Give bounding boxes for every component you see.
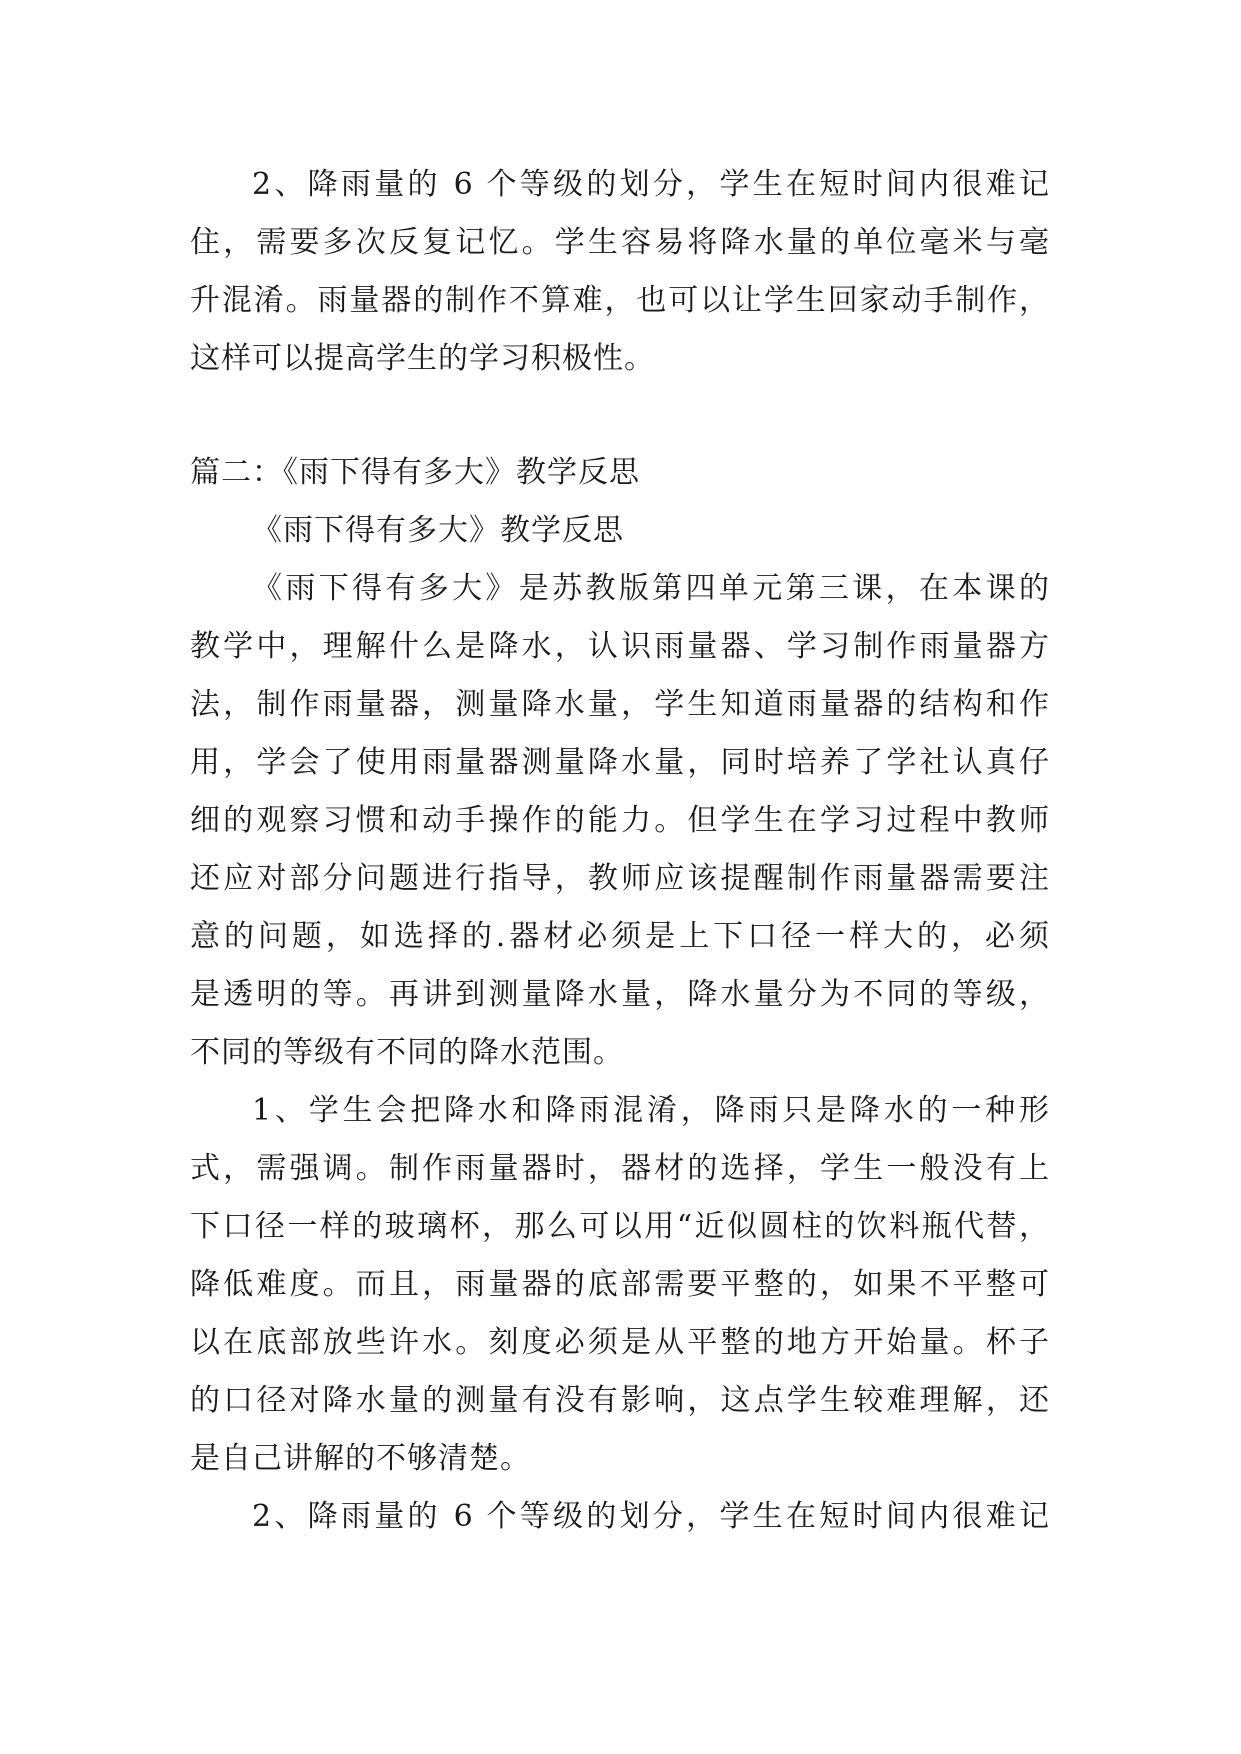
paragraph-2-line-4: 用，学会了使用雨量器测量降水量，同时培养了学社认真仔 [190,745,1050,780]
paragraph-1-line-4: 这样可以提高学生的学习积极性。 [190,341,655,376]
paragraph-1-line-1: 2、降雨量的 6 个等级的划分，学生在短时间内很难记 [252,167,1050,202]
paragraph-2-line-2: 教学中，理解什么是降水，认识雨量器、学习制作雨量器方 [190,629,1050,664]
paragraph-2-line-9: 不同的等级有不同的降水范围。 [190,1035,624,1070]
paragraph-3-line-3: 下口径一样的玻璃杯，那么可以用“近似圆柱的饮料瓶代替， [190,1209,1050,1244]
paragraph-2-line-3: 法，制作雨量器，测量降水量，学生知道雨量器的结构和作 [190,687,1050,722]
paragraph-3-line-7: 是自己讲解的不够清楚。 [190,1441,531,1476]
paragraph-1-line-3: 升混淆。雨量器的制作不算难，也可以让学生回家动手制作， [190,283,1050,318]
paragraph-3-line-4: 降低难度。而且，雨量器的底部需要平整的，如果不平整可 [190,1267,1050,1302]
paragraph-2-line-7: 意的问题，如选择的.器材必须是上下口径一样大的，必须 [190,919,1050,954]
paragraph-3-line-1: 1、学生会把降水和降雨混淆，降雨只是降水的一种形 [252,1093,1050,1128]
paragraph-2-line-5: 细的观察习惯和动手操作的能力。但学生在学习过程中教师 [190,803,1050,838]
section-heading: 篇二：《雨下得有多大》教学反思 [190,455,640,490]
paragraph-1-line-2: 住，需要多次反复记忆。学生容易将降水量的单位毫米与毫 [190,225,1050,260]
paragraph-2-line-6: 还应对部分问题进行指导，教师应该提醒制作雨量器需要注 [190,861,1050,896]
paragraph-4-line-1: 2、降雨量的 6 个等级的划分，学生在短时间内很难记 [252,1499,1050,1534]
paragraph-2-line-1: 《雨下得有多大》是苏教版第四单元第三课，在本课的 [252,571,1050,606]
paragraph-3-line-2: 式，需强调。制作雨量器时，器材的选择，学生一般没有上 [190,1151,1050,1186]
paragraph-3-line-6: 的口径对降水量的测量有没有影响，这点学生较难理解，还 [190,1383,1050,1418]
article-title: 《雨下得有多大》教学反思 [252,513,624,548]
paragraph-3-line-5: 以在底部放些许水。刻度必须是从平整的地方开始量。杯子 [190,1325,1050,1360]
paragraph-2-line-8: 是透明的等。再讲到测量降水量，降水量分为不同的等级， [190,977,1050,1012]
